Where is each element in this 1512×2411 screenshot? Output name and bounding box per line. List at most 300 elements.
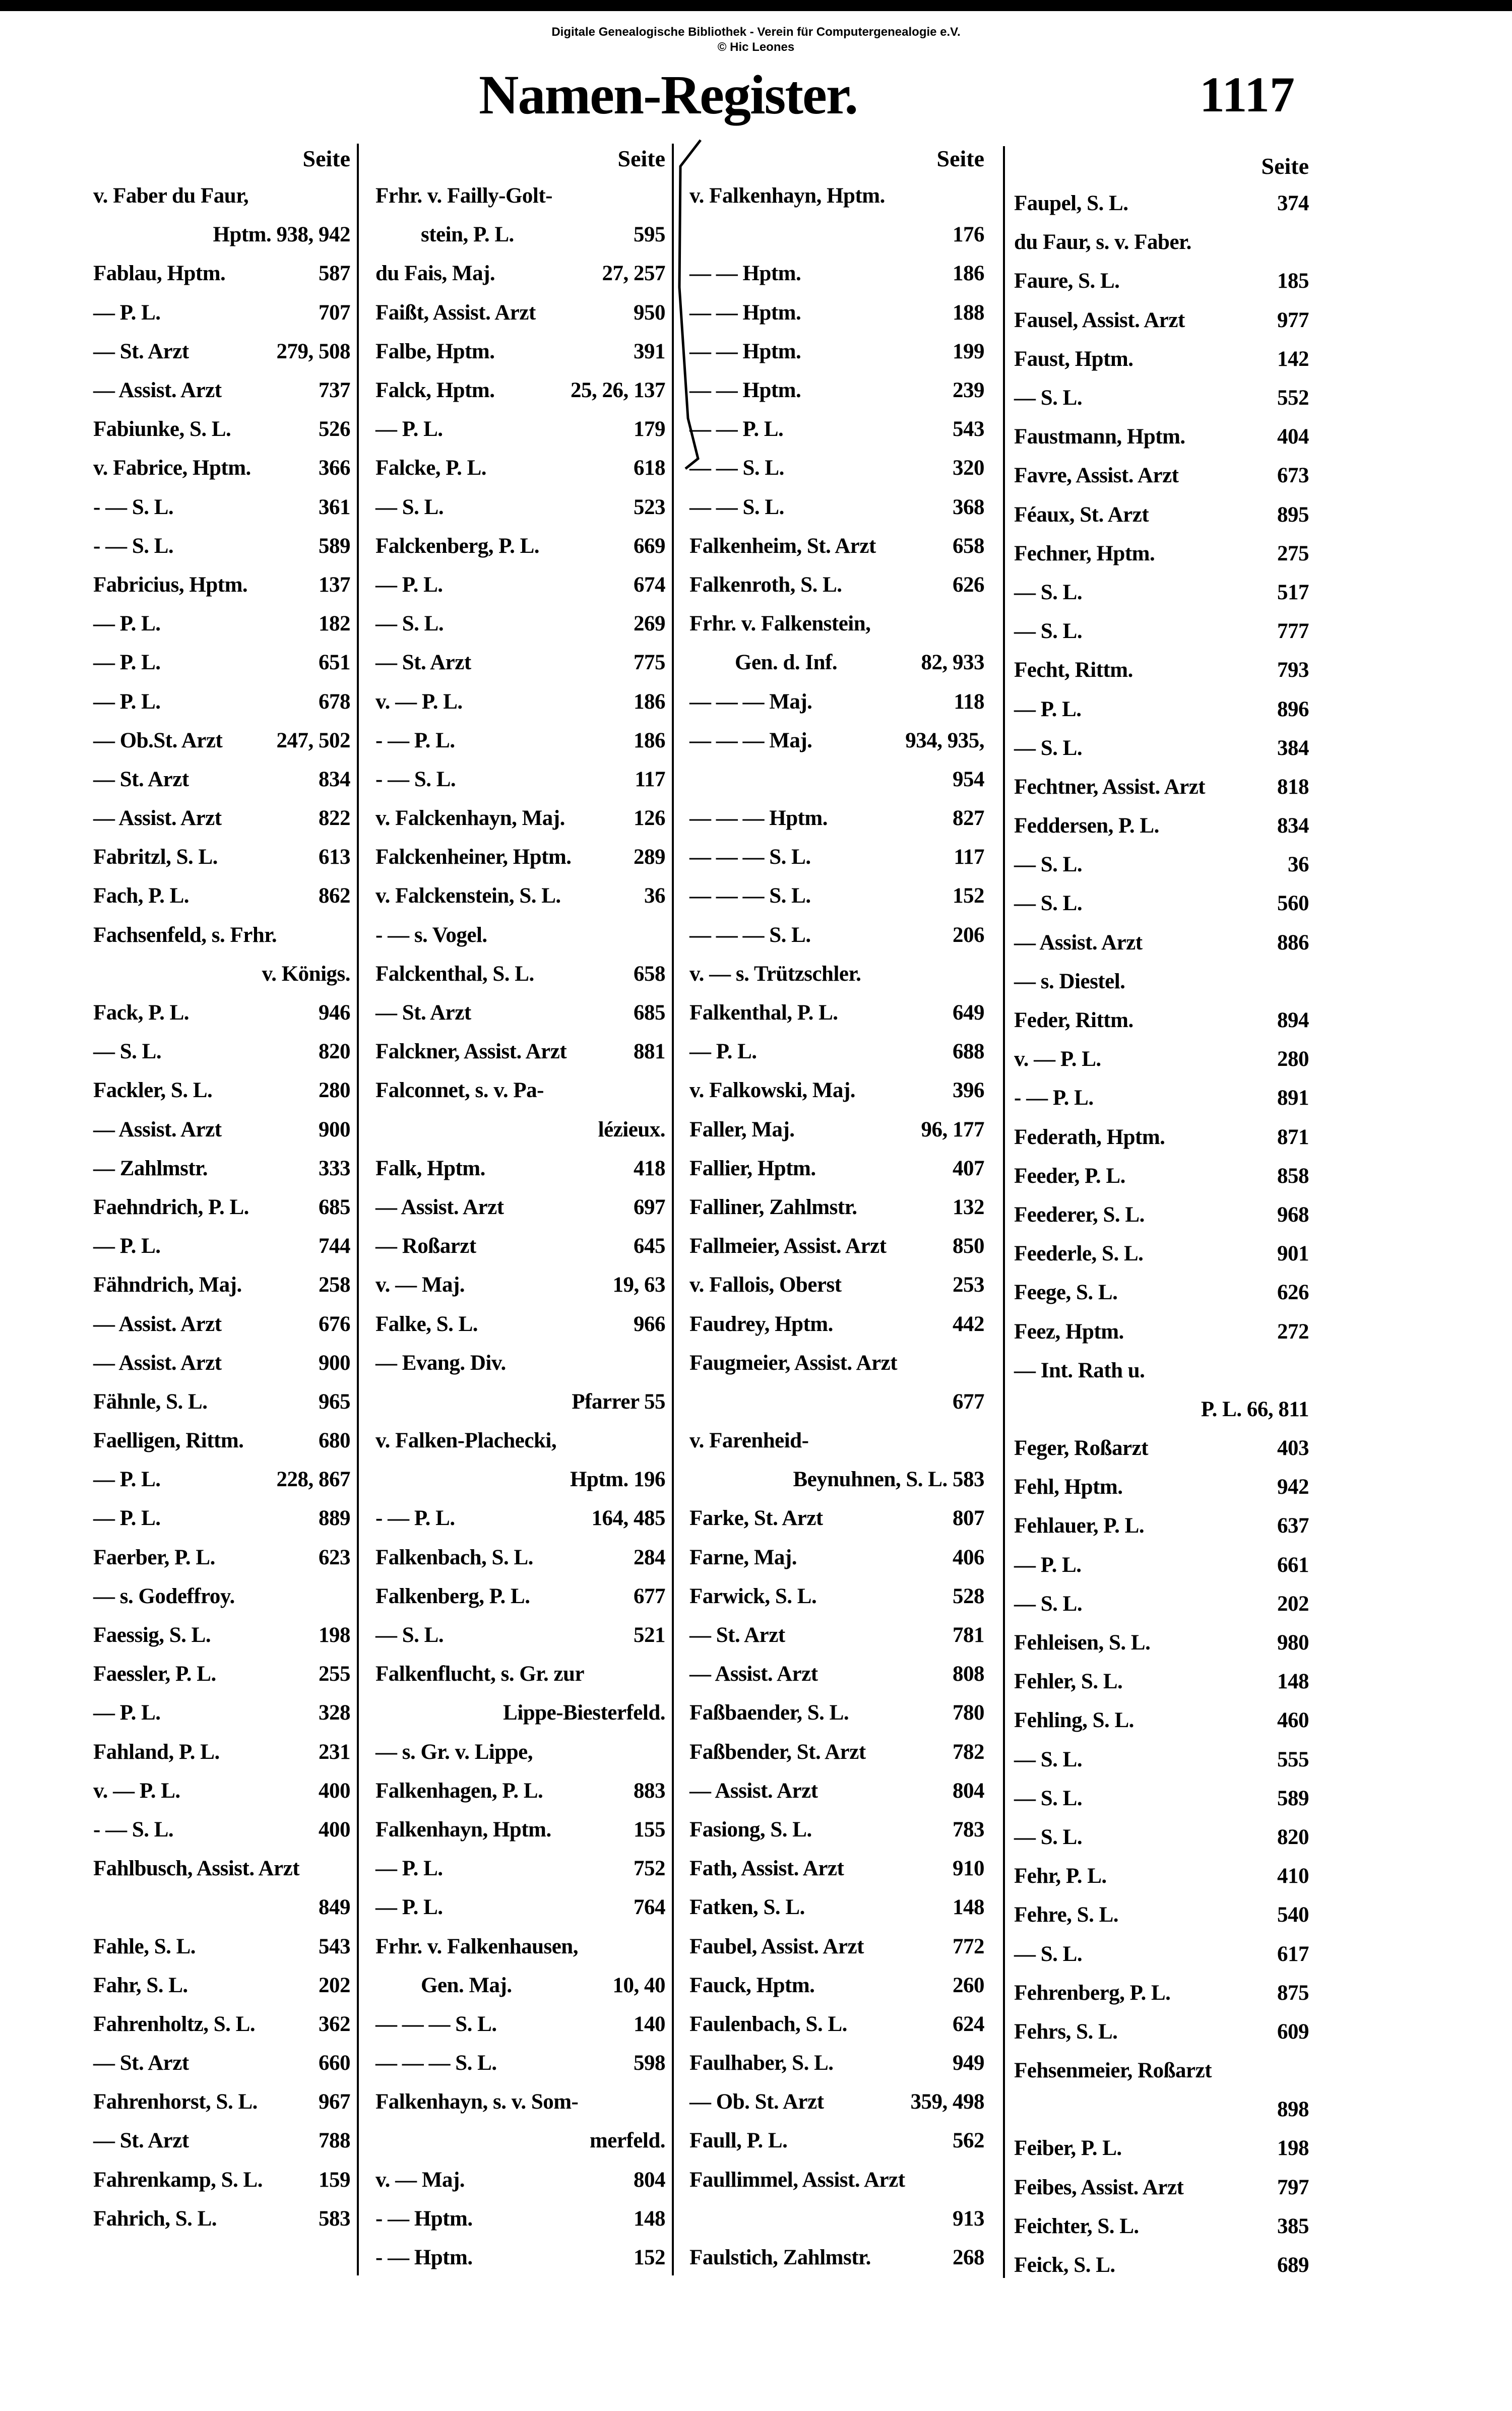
index-entry (1014, 1195, 1309, 1234)
index-entry (93, 1110, 350, 1149)
index-entry (689, 1265, 984, 1304)
entry-name: Faulhaber, S. L. (689, 2051, 834, 2075)
index-entry (93, 1265, 350, 1304)
entry-name: Feeder, P. L. (1014, 1164, 1125, 1188)
index-entry (375, 1888, 665, 1927)
entry-name: — S. L. (1014, 892, 1083, 916)
index-entry (375, 488, 665, 527)
index-entry (375, 2005, 665, 2044)
entry-page-refs: 185 (1277, 269, 1309, 293)
entry-name: — — S. L. (689, 456, 784, 480)
entry-name: — — — Hptm. (689, 806, 828, 831)
index-entry (93, 721, 350, 760)
entry-page-refs: 946 (319, 1001, 350, 1025)
index-entry (689, 1149, 984, 1188)
entry-page-refs: 19, 63 (612, 1273, 665, 1297)
index-entry (375, 1304, 665, 1343)
entry-page-refs: 268 (953, 2246, 984, 2270)
index-entry (93, 488, 350, 527)
entry-name: Falkenhagen, P. L. (375, 1779, 543, 1803)
index-entry (93, 1032, 350, 1071)
index-entry (1014, 223, 1309, 262)
index-entry (1014, 184, 1309, 223)
entry-page-refs: 804 (634, 2168, 665, 2192)
entry-page-refs: 895 (1277, 502, 1309, 527)
index-entry (93, 293, 350, 332)
entry-page-refs: 889 (319, 1506, 350, 1531)
entry-name: Fausel, Assist. Arzt (1014, 308, 1185, 332)
entry-name: — St. Arzt (93, 339, 189, 363)
entry-name: — P. L. (375, 417, 443, 441)
entry-name: Faulenbach, S. L. (689, 2012, 847, 2036)
index-entry (689, 993, 984, 1032)
entry-name: Falbe, Hptm. (375, 339, 495, 363)
index-entry (689, 604, 984, 643)
index-entry (689, 643, 984, 682)
index-entry (93, 1382, 350, 1421)
index-entry (93, 604, 350, 643)
index-entry (689, 2238, 984, 2277)
entry-name: Feederer, S. L. (1014, 1202, 1145, 1227)
entry-page-refs: 137 (319, 573, 350, 597)
entry-name: - — S. L. (93, 495, 174, 519)
index-entry (1014, 651, 1309, 689)
entry-page-refs: Hptm. 196 (570, 1468, 665, 1492)
entry-page-refs: 400 (319, 1817, 350, 1842)
entry-name: Falckenheiner, Hptm. (375, 845, 572, 869)
index-entry (375, 1110, 665, 1149)
entry-name: — P. L. (93, 300, 161, 325)
entry-name: — s. Diestel. (1014, 969, 1125, 993)
entry-name: — P. L. (93, 651, 161, 675)
entry-page-refs: 400 (319, 1779, 350, 1803)
entry-name: Feege, S. L. (1014, 1281, 1118, 1305)
entry-page-refs: 658 (953, 534, 984, 558)
index-entry (93, 332, 350, 371)
index-entry (689, 332, 984, 371)
index-entry (93, 1304, 350, 1343)
index-entry (93, 1771, 350, 1810)
index-entry (93, 1577, 350, 1616)
index-entry (375, 1655, 665, 1693)
index-entry (375, 2161, 665, 2199)
entry-name: Fablau, Hptm. (93, 262, 226, 286)
index-entry (1014, 340, 1309, 378)
index-column-4 (1014, 149, 1309, 2285)
entry-page-refs: 403 (1277, 1436, 1309, 1461)
entry-name: — S. L. (93, 1040, 162, 1064)
index-entry (1014, 378, 1309, 417)
index-entry (689, 1616, 984, 1655)
entry-name: Fehrs, S. L. (1014, 2019, 1118, 2044)
entry-page-refs: 623 (319, 1545, 350, 1569)
entry-name: Falke, S. L. (375, 1312, 478, 1336)
entry-page-refs: 677 (634, 1584, 665, 1608)
entry-page-refs: 198 (1277, 2136, 1309, 2161)
entry-page-refs: 651 (319, 651, 350, 675)
index-entry (1014, 1934, 1309, 1973)
entry-page-refs: 442 (953, 1312, 984, 1336)
library-credit: Digitale Genealogische Bibliothek - Verein für Computergenealogie e.V. (551, 25, 961, 39)
entry-page-refs: 661 (1277, 1553, 1309, 1577)
entry-page-refs: 968 (1277, 1202, 1309, 1227)
entry-name: Feger, Roßarzt (1014, 1436, 1149, 1461)
entry-name: — P. L. (375, 1857, 443, 1881)
entry-name: — — S. L. (689, 495, 784, 519)
entry-page-refs: lézieux. (598, 1117, 665, 1141)
entry-name: — — Hptm. (689, 262, 801, 286)
index-entry (1014, 1312, 1309, 1351)
index-entry (93, 410, 350, 449)
entry-name: - — S. L. (93, 1817, 174, 1842)
entry-name: stein, P. L. (421, 223, 514, 247)
entry-name: Falck, Hptm. (375, 378, 495, 403)
entry-page-refs: 934, 935, (905, 728, 984, 752)
index-entry (689, 838, 984, 876)
entry-name: du Fais, Maj. (375, 262, 495, 286)
entry-page-refs: 849 (319, 1895, 350, 1920)
index-entry (1014, 923, 1309, 962)
entry-name: Favre, Assist. Arzt (1014, 464, 1179, 488)
index-entry (689, 1499, 984, 1538)
entry-name: Feibes, Assist. Arzt (1014, 2175, 1184, 2199)
entry-name: Fechtner, Assist. Arzt (1014, 775, 1206, 799)
entry-page-refs: 176 (953, 223, 984, 247)
entry-page-refs: 598 (634, 2051, 665, 2075)
entry-page-refs: 521 (634, 1623, 665, 1647)
scan-edge (0, 0, 1512, 11)
entry-name: Falckenthal, S. L. (375, 962, 534, 986)
index-entry (1014, 806, 1309, 845)
entry-page-refs: 689 (1277, 2253, 1309, 2277)
entry-name: — Assist. Arzt (689, 1779, 818, 1803)
entry-page-refs: 674 (634, 573, 665, 597)
entry-page-refs: 132 (953, 1195, 984, 1219)
index-entry (93, 1344, 350, 1382)
index-entry (375, 2238, 665, 2277)
index-entry (93, 760, 350, 799)
index-entry (375, 1265, 665, 1304)
entry-page-refs: 780 (953, 1701, 984, 1725)
entry-page-refs: 231 (319, 1740, 350, 1764)
entry-page-refs: 159 (319, 2168, 350, 2192)
entry-page-refs: 258 (319, 1273, 350, 1297)
index-entry (93, 449, 350, 487)
entry-page-refs: 898 (1277, 2098, 1309, 2122)
index-entry (93, 2121, 350, 2160)
index-entry (689, 1771, 984, 1810)
entry-name: Fack, P. L. (93, 1001, 190, 1025)
index-entry (375, 1227, 665, 1265)
index-entry (375, 838, 665, 876)
index-entry (93, 838, 350, 876)
entry-page-refs: 562 (953, 2129, 984, 2153)
entry-page-refs: 850 (953, 1234, 984, 1258)
index-entry (1014, 1779, 1309, 1818)
index-entry (1014, 2129, 1309, 2168)
entry-name: Fahland, P. L. (93, 1740, 220, 1764)
entry-page-refs: 900 (319, 1117, 350, 1141)
entry-page-refs: 871 (1277, 1125, 1309, 1149)
entry-name: Falliner, Zahlmstr. (689, 1195, 857, 1219)
index-entry (93, 916, 350, 955)
entry-name: — S. L. (1014, 580, 1083, 604)
index-entry (375, 682, 665, 721)
entry-name: — Roßarzt (375, 1234, 476, 1258)
entry-name: — P. L. (93, 1506, 161, 1531)
entry-page-refs: 965 (319, 1389, 350, 1414)
entry-page-refs: 540 (1277, 1903, 1309, 1927)
entry-name: Féaux, St. Arzt (1014, 502, 1149, 527)
entry-name: - — Hptm. (375, 2246, 473, 2270)
index-entry (375, 955, 665, 993)
index-entry (689, 1382, 984, 1421)
index-entry (1014, 1662, 1309, 1701)
entry-page-refs: 284 (634, 1545, 665, 1569)
index-entry (1014, 2051, 1309, 2090)
index-column-1 (93, 141, 350, 2238)
index-entry (1014, 1895, 1309, 1934)
entry-name: Fahrenkamp, S. L. (93, 2168, 263, 2192)
page-number: 1117 (1200, 67, 1295, 122)
entry-name: v. Falckenstein, S. L. (375, 884, 561, 908)
entry-name: — — — S. L. (375, 2051, 497, 2075)
entry-page-refs: Hptm. 938, 942 (213, 223, 350, 247)
index-entry (1014, 1273, 1309, 1312)
index-entry (689, 1888, 984, 1927)
index-entry (689, 1071, 984, 1110)
entry-page-refs: 117 (954, 845, 984, 869)
index-entry (375, 293, 665, 332)
entry-page-refs: 881 (634, 1040, 665, 1064)
entry-name: Faerber, P. L. (93, 1545, 215, 1569)
entry-name: Fauck, Hptm. (689, 1973, 815, 1997)
entry-page-refs: 624 (953, 2012, 984, 2036)
index-entry (93, 565, 350, 604)
entry-page-refs: 36 (644, 884, 665, 908)
entry-page-refs: 626 (1277, 1281, 1309, 1305)
index-entry (689, 1655, 984, 1693)
entry-page-refs: 385 (1277, 2214, 1309, 2238)
entry-page-refs: 182 (319, 612, 350, 636)
index-entry (93, 2005, 350, 2044)
index-entry (1014, 845, 1309, 884)
index-entry (375, 993, 665, 1032)
entry-page-refs: 772 (953, 1934, 984, 1958)
index-entry (93, 1810, 350, 1849)
entry-name: — — P. L. (689, 417, 784, 441)
index-entry (689, 1733, 984, 1771)
entry-name: Fath, Assist. Arzt (689, 1857, 844, 1881)
entry-name: — S. L. (1014, 736, 1083, 760)
entry-name: — S. L. (1014, 386, 1083, 410)
index-entry (689, 1032, 984, 1071)
entry-name: Faller, Maj. (689, 1117, 795, 1141)
entry-page-refs: 676 (319, 1312, 350, 1336)
index-entry (375, 1616, 665, 1655)
entry-name: — P. L. (93, 612, 161, 636)
index-entry (375, 799, 665, 838)
index-entry (1014, 1157, 1309, 1195)
index-entry (689, 1344, 984, 1382)
index-entry (375, 1693, 665, 1732)
column-heading-seite: Seite (617, 146, 665, 171)
copyright-credit: © Hic Leones (717, 40, 795, 54)
entry-name: — St. Arzt (375, 1001, 471, 1025)
index-entry (93, 176, 350, 215)
index-entry (375, 371, 665, 410)
entry-name: v. — P. L. (93, 1779, 180, 1803)
entry-name: Frhr. v. Falkenstein, (689, 612, 871, 636)
entry-name: Fehr, P. L. (1014, 1864, 1107, 1888)
entry-name: — — — S. L. (689, 845, 811, 869)
entry-name: - — P. L. (1014, 1086, 1094, 1110)
index-entry (1014, 1390, 1309, 1429)
entry-page-refs: 804 (953, 1779, 984, 1803)
entry-page-refs: 834 (319, 767, 350, 791)
entry-name: — St. Arzt (93, 767, 189, 791)
index-entry (689, 488, 984, 527)
index-entry (93, 2044, 350, 2082)
entry-name: Federath, Hptm. (1014, 1125, 1165, 1149)
index-entry (689, 410, 984, 449)
entry-name: Faullimmel, Assist. Arzt (689, 2168, 905, 2192)
entry-name: Faehndrich, P. L. (93, 1195, 249, 1219)
index-entry (375, 215, 665, 254)
entry-page-refs: 677 (953, 1389, 984, 1414)
entry-name: Falkenthal, P. L. (689, 1001, 838, 1025)
index-entry (689, 682, 984, 721)
entry-page-refs: 279, 508 (276, 339, 350, 363)
index-entry (1014, 729, 1309, 768)
entry-page-refs: 275 (1277, 541, 1309, 565)
entry-page-refs: 36 (1288, 853, 1309, 877)
entry-name: — St. Arzt (93, 2129, 189, 2153)
entry-name: — S. L. (375, 612, 444, 636)
index-entry (1014, 1506, 1309, 1545)
entry-name: v. — Maj. (375, 1273, 465, 1297)
entry-name: — S. L. (1014, 853, 1083, 877)
entry-page-refs: 333 (319, 1156, 350, 1180)
index-entry (689, 1693, 984, 1732)
entry-page-refs: 228, 867 (276, 1468, 350, 1492)
entry-page-refs: 269 (634, 612, 665, 636)
index-entry (1014, 612, 1309, 651)
entry-name: Falkenflucht, s. Gr. zur (375, 1662, 585, 1686)
entry-name: — — — Maj. (689, 728, 812, 752)
index-entry (375, 410, 665, 449)
index-entry (93, 254, 350, 293)
entry-page-refs: 820 (319, 1040, 350, 1064)
entry-name: — Assist. Arzt (93, 1351, 222, 1375)
index-entry (375, 2044, 665, 2082)
entry-name: Fähndrich, Maj. (93, 1273, 242, 1297)
entry-page-refs: 404 (1277, 425, 1309, 449)
entry-name: — S. L. (375, 495, 444, 519)
index-entry (689, 2199, 984, 2238)
entry-page-refs: 626 (953, 573, 984, 597)
entry-name: Faustmann, Hptm. (1014, 425, 1185, 449)
entry-page-refs: 526 (319, 417, 350, 441)
entry-name: Fallmeier, Assist. Arzt (689, 1234, 887, 1258)
index-entry (1014, 962, 1309, 1001)
entry-name: Faull, P. L. (689, 2129, 788, 2153)
index-entry (689, 527, 984, 565)
entry-name: — S. L. (375, 1623, 444, 1647)
entry-page-refs: 822 (319, 806, 350, 831)
entry-name: v. — P. L. (1014, 1047, 1101, 1071)
entry-page-refs: 202 (319, 1973, 350, 1997)
entry-page-refs: 649 (953, 1001, 984, 1025)
entry-page-refs: 247, 502 (276, 728, 350, 752)
entry-name: v. — Maj. (375, 2168, 465, 2192)
entry-page-refs: 188 (953, 300, 984, 325)
index-entry (375, 176, 665, 215)
entry-name: — P. L. (93, 1468, 161, 1492)
index-entry (1014, 1234, 1309, 1273)
entry-page-refs: 407 (953, 1156, 984, 1180)
entry-name: - — P. L. (375, 728, 455, 752)
index-entry (375, 1460, 665, 1499)
entry-name: Fehl, Hptm. (1014, 1475, 1123, 1499)
entry-name: — Evang. Div. (375, 1351, 506, 1375)
index-entry (689, 760, 984, 799)
index-entry (93, 799, 350, 838)
entry-name: Fehsenmeier, Roßarzt (1014, 2059, 1212, 2083)
entry-name: Falckenberg, P. L. (375, 534, 540, 558)
index-entry (375, 2082, 665, 2121)
index-entry (1014, 262, 1309, 300)
index-entry (375, 1188, 665, 1227)
index-column-2 (375, 141, 665, 2277)
entry-page-refs: 901 (1277, 1242, 1309, 1266)
entry-name: Fecht, Rittm. (1014, 658, 1133, 682)
entry-page-refs: 913 (953, 2206, 984, 2231)
entry-page-refs: 818 (1277, 775, 1309, 799)
index-entry (1014, 1040, 1309, 1078)
entry-name: Frhr. v. Falkenhausen, (375, 1934, 578, 1958)
index-entry (93, 1927, 350, 1965)
entry-name: Fahr, S. L. (93, 1973, 188, 1997)
entry-name: Faust, Hptm. (1014, 347, 1133, 371)
index-entry (1014, 301, 1309, 340)
entry-name: v. Falkenhayn, Hptm. (689, 184, 885, 208)
index-entry (93, 993, 350, 1032)
index-entry (1014, 495, 1309, 534)
index-entry (689, 955, 984, 993)
index-entry (1014, 534, 1309, 573)
entry-page-refs: 896 (1277, 697, 1309, 721)
index-entry (375, 254, 665, 293)
entry-page-refs: 977 (1277, 308, 1309, 332)
entry-name: - — Hptm. (375, 2206, 473, 2231)
entry-page-refs: 618 (634, 456, 665, 480)
index-entry (375, 449, 665, 487)
entry-page-refs: 587 (319, 262, 350, 286)
entry-page-refs: 894 (1277, 1008, 1309, 1033)
entry-name: Falckner, Assist. Arzt (375, 1040, 567, 1064)
entry-page-refs: 186 (953, 262, 984, 286)
entry-name: Falkenhayn, Hptm. (375, 1817, 551, 1842)
index-entry (375, 1382, 665, 1421)
index-entry (375, 1032, 665, 1071)
entry-name: — — — S. L. (689, 884, 811, 908)
entry-name: — Zahlmstr. (93, 1156, 208, 1180)
entry-page-refs: 660 (319, 2051, 350, 2075)
entry-name: — Assist. Arzt (93, 806, 222, 831)
index-entry (1014, 1857, 1309, 1895)
index-entry (1014, 1701, 1309, 1740)
